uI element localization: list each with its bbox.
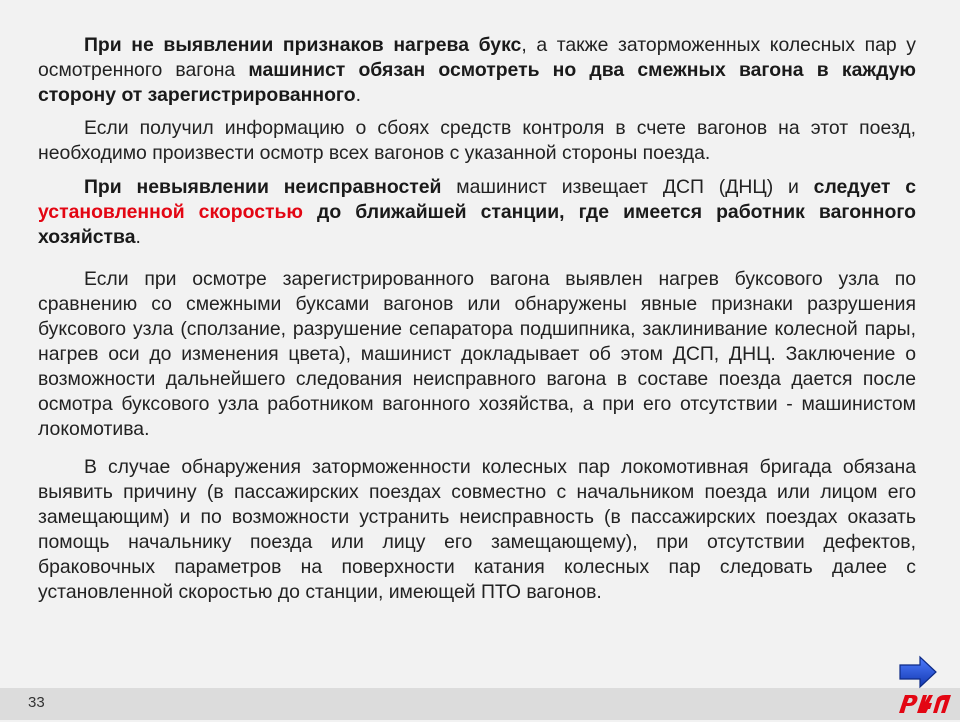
paragraph-4 xyxy=(38,267,916,442)
p3-period: . xyxy=(135,226,141,248)
paragraph-2 xyxy=(38,116,916,166)
page-number: 33 xyxy=(28,694,45,711)
paragraph-3 xyxy=(38,175,916,250)
footer-bar xyxy=(0,688,960,720)
p3-bold-station: до ближайшей станции, где имеется работник вагонного хозяйства xyxy=(38,201,916,248)
p4-text: Если при осмотре зарегистрированного вагона выявлен нагрев буксового узла по сравнению со смежными буксами вагонов или обнаружены явные признаки разрушения буксового узла (сползание, разрушение сепаратора подшипника, заклинивание колесной пары, нагрев оси до изменения цвета), машинист докладывает об этом ДСП, ДНЦ. Заключение о возможности дальнейшего следования неисправного вагона в составе поезда дается после осмотра буксового узла работником вагонного хозяйства, а при его отсутствии - машинистом локомотива. xyxy=(38,268,916,440)
p3-red-speed: установленной скоростью xyxy=(38,201,303,223)
next-slide-button[interactable] xyxy=(898,655,938,689)
p3-bold-follows: следует с xyxy=(813,176,916,198)
rzd-logo-icon xyxy=(895,689,955,717)
p1-bold-lead: При не выявлении признаков нагрева букс xyxy=(84,34,522,56)
p3-bold-lead: При невыявлении неисправностей xyxy=(84,176,442,198)
p3-text: машинист извещает ДСП (ДНЦ) и xyxy=(441,176,814,198)
paragraph-1 xyxy=(38,33,916,108)
p2-text: Если получил информацию о сбоях средств контроля в счете вагонов на этот поезд, необходимо произвести осмотр всех вагонов с указанной стороны поезда. xyxy=(38,117,916,164)
right-arrow-icon[interactable] xyxy=(898,655,938,689)
slide-content xyxy=(38,33,916,605)
paragraph-5 xyxy=(38,455,916,605)
p5-text: В случае обнаружения заторможенности колесных пар локомотивная бригада обязана выявить причину (в пассажирских поездах совместно с начальником поезда или лицом его замещающим) и по возможности устранить неисправность (в пассажирских поездах оказать помощь начальнику поезда или лицу его замещающему), при отсутствии дефектов, браковочных параметров на поверхности катания колесных пар следовать далее с установленной скоростью до станции, имеющей ПТО вагонов. xyxy=(38,456,916,603)
p1-bold-obligation: машинист обязан осмотреть но два смежных вагона в каждую сторону от зарегистрированного xyxy=(38,59,916,106)
rzd-logo xyxy=(895,689,955,717)
p1-period: . xyxy=(355,84,361,106)
p1-text: , а также заторможенных колесных пар у осмотренного вагона xyxy=(38,34,916,81)
